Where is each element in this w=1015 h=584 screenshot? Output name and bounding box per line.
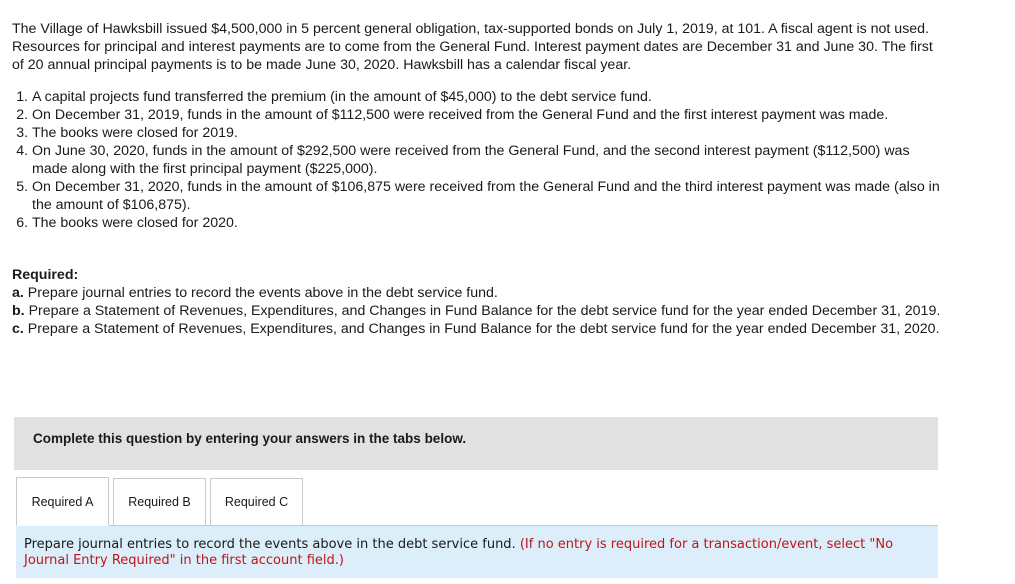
- required-section: [12, 266, 947, 338]
- instruction-banner: [14, 417, 938, 470]
- event-item-3: 3. The books were closed for 2019.: [32, 124, 947, 142]
- event-item-2: 2. On December 31, 2019, funds in the amount of $112,500 were received from the General Fund and the first interest payment was made.: [32, 106, 947, 124]
- required-b-text: Prepare a Statement of Revenues, Expenditures, and Changes in Fund Balance for the debt service fund for the year ended December 31, 2019.: [28, 303, 941, 319]
- required-b: [12, 302, 947, 320]
- required-a-text: Prepare journal entries to record the events above in the debt service fund.: [27, 285, 498, 301]
- problem-content: [12, 20, 947, 338]
- required-a-label: a.: [12, 285, 24, 301]
- required-title: Required:: [12, 267, 79, 283]
- event-item-6: 6. The books were closed for 2020.: [32, 214, 947, 232]
- prompt-note-text: (If no entry is required for a transaction/event, select "No Journal Entry Required" in the first account field.): [24, 537, 894, 568]
- tab-required-c[interactable]: Required C: [210, 478, 303, 526]
- answer-tabs: [16, 478, 307, 526]
- required-a: [12, 284, 947, 302]
- tab-required-a[interactable]: Required A: [16, 477, 109, 526]
- problem-intro: The Village of Hawksbill issued $4,500,000 in 5 percent general obligation, tax-supported bonds on July 1, 2019, at 101. A fiscal agent is not used. Resources for principal and interest payments are to come from the General Fund. Interest payment dates are December 31 and June 30. The first of 20 annual principal payments is to be made June 30, 2020. Hawksbill has a calendar fiscal year.: [12, 21, 933, 73]
- tab-required-b[interactable]: Required B: [113, 478, 206, 526]
- tab-prompt: [16, 526, 938, 578]
- event-item-5: 5. On December 31, 2020, funds in the amount of $106,875 were received from the General Fund and the third interest payment was made (also in the amount of $106,875).: [32, 178, 947, 214]
- required-c-text: Prepare a Statement of Revenues, Expenditures, and Changes in Fund Balance for the debt service fund for the year ended December 31, 2020.: [27, 321, 940, 337]
- prompt-main-text: Prepare journal entries to record the events above in the debt service fund.: [24, 537, 516, 552]
- instruction-text: Complete this question by entering your answers in the tabs below.: [33, 431, 467, 446]
- required-c-label: c.: [12, 321, 24, 337]
- event-item-4: 4. On June 30, 2020, funds in the amount of $292,500 were received from the General Fund, and the second interest payment ($112,500) was made along with the first principal payment ($225,000).: [32, 142, 947, 178]
- required-b-label: b.: [12, 303, 25, 319]
- event-item-1: 1. A capital projects fund transferred the premium (in the amount of $45,000) to the debt service fund.: [32, 88, 947, 106]
- events-list: [12, 88, 947, 232]
- required-c: [12, 320, 947, 338]
